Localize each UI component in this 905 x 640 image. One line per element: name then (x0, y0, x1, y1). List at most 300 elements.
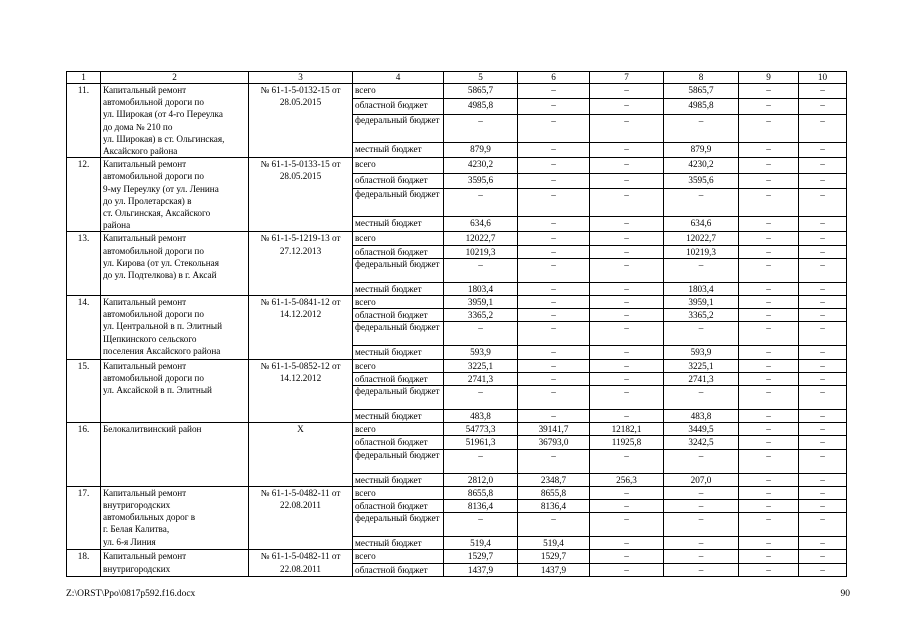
amount-cell: – (590, 158, 664, 173)
table-row (67, 158, 847, 173)
object-name-line: Капитальный ремонт (103, 297, 187, 308)
row-number: 14. (67, 296, 101, 360)
funding-source: всего (353, 158, 444, 173)
amount-cell: – (590, 173, 664, 188)
amount-cell: 483,8 (444, 410, 518, 423)
object-name-line: автомобильных дорог в (103, 512, 196, 523)
funding-source: федеральный бюджет (353, 386, 444, 410)
amount-cell: – (799, 309, 847, 322)
amount-cell: – (799, 410, 847, 423)
amount-cell: – (739, 386, 799, 410)
amount-cell: – (799, 473, 847, 486)
object-name-line: ул. Широкая (от 4-го Переулка (103, 109, 223, 120)
amount-cell: 593,9 (444, 346, 518, 359)
amount-cell: – (590, 563, 664, 576)
object-name-line: ул. 6-я Линия (103, 536, 156, 547)
amount-cell: – (518, 513, 590, 537)
amount-cell: 2812,0 (444, 473, 518, 486)
amount-cell: 3365,2 (444, 309, 518, 322)
amount-cell: 51961,3 (444, 436, 518, 449)
object-name-line: автомобильной дороги по (103, 97, 204, 108)
amount-cell: 12022,7 (664, 232, 739, 245)
amount-cell: – (590, 142, 664, 157)
amount-cell: 39141,7 (518, 423, 590, 436)
amount-cell: – (799, 282, 847, 295)
object-name-line: 9-му Переулку (от ул. Ленина (103, 183, 219, 194)
object-name-line: поселения Аксайского района (103, 345, 221, 356)
funding-source: федеральный бюджет (353, 258, 444, 282)
funding-source: областной бюджет (353, 500, 444, 513)
amount-cell: 1437,9 (518, 563, 590, 576)
row-number: 18. (67, 550, 101, 576)
amount-cell: – (444, 513, 518, 537)
expertise-conclusion-line: 22.08.2011 (279, 500, 321, 511)
amount-cell: 11925,8 (590, 436, 664, 449)
funding-source: местный бюджет (353, 217, 444, 232)
amount-cell: – (799, 232, 847, 245)
amount-cell: 2348,7 (518, 473, 590, 486)
amount-cell: 634,6 (664, 217, 739, 232)
amount-cell: – (518, 372, 590, 385)
amount-cell: – (799, 99, 847, 114)
amount-cell: – (739, 296, 799, 309)
amount-cell: – (799, 563, 847, 576)
column-header: 10 (799, 72, 847, 84)
object-name-line: ул. Аксайской в п. Элитный (103, 385, 212, 396)
amount-cell: – (799, 386, 847, 410)
funding-source: всего (353, 486, 444, 499)
amount-cell: – (518, 386, 590, 410)
expertise-conclusion (249, 232, 353, 296)
funding-source: местный бюджет (353, 473, 444, 486)
amount-cell: – (799, 449, 847, 473)
amount-cell: – (518, 142, 590, 157)
column-header: 2 (101, 72, 249, 84)
amount-cell: – (518, 449, 590, 473)
expertise-conclusion-line: 28.05.2015 (279, 171, 322, 182)
amount-cell: – (444, 449, 518, 473)
object-name-line: автомобильной дороги по (103, 309, 204, 320)
amount-cell: – (518, 189, 590, 217)
expertise-conclusion (249, 84, 353, 158)
amount-cell: – (444, 114, 518, 142)
amount-cell: 483,8 (664, 410, 739, 423)
expertise-conclusion-line: 27.12.2013 (279, 245, 322, 256)
amount-cell: 1803,4 (664, 282, 739, 295)
row-number: 12. (67, 158, 101, 232)
expertise-conclusion (249, 550, 353, 576)
amount-cell: – (590, 550, 664, 563)
amount-cell: 3595,6 (664, 173, 739, 188)
table-row (67, 423, 847, 436)
amount-cell: – (518, 359, 590, 372)
amount-cell: – (739, 410, 799, 423)
amount-cell: – (518, 245, 590, 258)
funding-source: местный бюджет (353, 410, 444, 423)
amount-cell: – (664, 537, 739, 550)
amount-cell: – (739, 473, 799, 486)
object-name (101, 84, 249, 158)
amount-cell: 879,9 (444, 142, 518, 157)
amount-cell: – (739, 449, 799, 473)
amount-cell: – (590, 296, 664, 309)
amount-cell: – (739, 423, 799, 436)
budget-table (66, 71, 847, 577)
object-name-line: до ул. Пролетарская) в (103, 195, 192, 206)
amount-cell: – (739, 258, 799, 282)
object-name-line: Капитальный ремонт (103, 551, 187, 562)
object-name-line: до дома № 210 по (103, 121, 173, 132)
file-path: Z:\ORST\Ppo\0817p592.f16.docx (66, 589, 196, 599)
amount-cell: – (739, 436, 799, 449)
funding-source: всего (353, 550, 444, 563)
amount-cell: – (739, 282, 799, 295)
amount-cell: – (590, 217, 664, 232)
amount-cell: 879,9 (664, 142, 739, 157)
funding-source: федеральный бюджет (353, 513, 444, 537)
amount-cell: – (590, 84, 664, 99)
amount-cell: 3225,1 (664, 359, 739, 372)
amount-cell: 519,4 (444, 537, 518, 550)
funding-source: федеральный бюджет (353, 449, 444, 473)
object-name-line: ул. Кирова (от ул. Стекольная (103, 257, 219, 268)
funding-source: всего (353, 296, 444, 309)
amount-cell: – (664, 550, 739, 563)
amount-cell: – (590, 410, 664, 423)
amount-cell: – (518, 232, 590, 245)
amount-cell: – (799, 258, 847, 282)
amount-cell: – (799, 423, 847, 436)
expertise-conclusion-line: № 61-1-5-0482-11 от (260, 551, 341, 562)
object-name-line: ул. Широкая) в ст. Ольгинская, (103, 133, 225, 144)
amount-cell: – (739, 346, 799, 359)
funding-source: всего (353, 423, 444, 436)
row-number: 13. (67, 232, 101, 296)
object-name (101, 486, 249, 550)
funding-source: местный бюджет (353, 537, 444, 550)
amount-cell: 1529,7 (444, 550, 518, 563)
amount-cell: – (799, 372, 847, 385)
expertise-conclusion-line: № 61-1-5-0133-15 от (260, 159, 341, 170)
amount-cell: – (799, 114, 847, 142)
funding-source: всего (353, 359, 444, 372)
amount-cell: – (664, 500, 739, 513)
amount-cell: 1529,7 (518, 550, 590, 563)
column-header: 4 (353, 72, 444, 84)
column-header: 3 (249, 72, 353, 84)
row-number: 16. (67, 423, 101, 487)
amount-cell: – (444, 189, 518, 217)
amount-cell: – (799, 217, 847, 232)
funding-source: местный бюджет (353, 282, 444, 295)
amount-cell: – (590, 359, 664, 372)
amount-cell: – (590, 114, 664, 142)
amount-cell: 5865,7 (664, 84, 739, 99)
object-name-line: автомобильной дороги по (103, 372, 204, 383)
column-number-row (67, 72, 847, 84)
amount-cell: 3959,1 (664, 296, 739, 309)
amount-cell: – (590, 322, 664, 346)
amount-cell: – (518, 309, 590, 322)
amount-cell: – (739, 322, 799, 346)
amount-cell: – (518, 322, 590, 346)
amount-cell: – (590, 449, 664, 473)
amount-cell: – (518, 282, 590, 295)
amount-cell: – (799, 245, 847, 258)
amount-cell: – (518, 173, 590, 188)
amount-cell: – (799, 513, 847, 537)
amount-cell: – (799, 500, 847, 513)
amount-cell: – (739, 513, 799, 537)
expertise-conclusion (249, 158, 353, 232)
funding-source: областной бюджет (353, 563, 444, 576)
column-header: 7 (590, 72, 664, 84)
amount-cell: – (590, 189, 664, 217)
funding-source: областной бюджет (353, 173, 444, 188)
amount-cell: – (664, 322, 739, 346)
object-name-line: г. Белая Калитва, (103, 524, 170, 535)
expertise-conclusion-line: 14.12.2012 (279, 309, 322, 320)
funding-source: федеральный бюджет (353, 114, 444, 142)
amount-cell: – (799, 189, 847, 217)
object-name (101, 158, 249, 232)
expertise-conclusion-line: № 61-1-5-0852-12 от (260, 360, 341, 371)
amount-cell: – (739, 309, 799, 322)
object-name-line: ст. Ольгинская, Аксайского (103, 208, 211, 219)
funding-source: местный бюджет (353, 346, 444, 359)
expertise-conclusion-line: № 61-1-5-1219-13 от (260, 233, 341, 244)
amount-cell: – (518, 84, 590, 99)
amount-cell: 593,9 (664, 346, 739, 359)
amount-cell: – (799, 550, 847, 563)
object-name-line: ул. Центральной в п. Элитный (103, 321, 222, 332)
expertise-conclusion-line: 14.12.2012 (279, 372, 322, 383)
funding-source: областной бюджет (353, 372, 444, 385)
object-name (101, 232, 249, 296)
object-name-line: автомобильной дороги по (103, 171, 204, 182)
object-name-line: района (103, 220, 131, 231)
amount-cell: 2741,3 (664, 372, 739, 385)
amount-cell: – (518, 114, 590, 142)
column-header: 5 (444, 72, 518, 84)
object-name-line: внутригородских (103, 563, 171, 574)
amount-cell: – (799, 84, 847, 99)
amount-cell: – (590, 537, 664, 550)
amount-cell: – (444, 386, 518, 410)
amount-cell: – (739, 245, 799, 258)
amount-cell: 4230,2 (444, 158, 518, 173)
amount-cell: – (739, 142, 799, 157)
object-name (101, 359, 249, 423)
column-header: 8 (664, 72, 739, 84)
amount-cell: 3242,5 (664, 436, 739, 449)
amount-cell: 2741,3 (444, 372, 518, 385)
amount-cell: – (590, 486, 664, 499)
amount-cell: – (739, 563, 799, 576)
amount-cell: 4230,2 (664, 158, 739, 173)
amount-cell: – (739, 189, 799, 217)
table-row (67, 486, 847, 499)
object-name-line: до ул. Подтелкова) в г. Аксай (103, 270, 217, 281)
amount-cell: – (590, 372, 664, 385)
amount-cell: – (799, 537, 847, 550)
expertise-conclusion-line: 22.08.2011 (279, 563, 321, 574)
amount-cell: – (518, 296, 590, 309)
object-name-line: Капитальный ремонт (103, 159, 187, 170)
amount-cell: – (664, 513, 739, 537)
amount-cell: – (739, 359, 799, 372)
funding-source: областной бюджет (353, 309, 444, 322)
table-row (67, 550, 847, 563)
amount-cell: – (799, 158, 847, 173)
amount-cell: 54773,3 (444, 423, 518, 436)
amount-cell: – (664, 449, 739, 473)
amount-cell: – (590, 346, 664, 359)
expertise-conclusion-line: № 61-1-5-0132-15 от (260, 85, 341, 95)
row-number: 17. (67, 486, 101, 550)
amount-cell: 10219,3 (444, 245, 518, 258)
amount-cell: – (739, 486, 799, 499)
object-name-line: внутригородских (103, 500, 171, 511)
amount-cell: – (739, 84, 799, 99)
budget-table-sheet (66, 71, 846, 577)
amount-cell: 3365,2 (664, 309, 739, 322)
amount-cell: – (444, 258, 518, 282)
funding-source: областной бюджет (353, 436, 444, 449)
amount-cell: – (739, 173, 799, 188)
expertise-conclusion-line: № 61-1-5-0482-11 от (260, 487, 341, 498)
funding-source: федеральный бюджет (353, 189, 444, 217)
object-name (101, 423, 249, 487)
object-name-line: Капитальный ремонт (103, 360, 187, 371)
amount-cell: – (739, 372, 799, 385)
amount-cell: – (739, 537, 799, 550)
amount-cell: – (664, 189, 739, 217)
amount-cell: – (518, 410, 590, 423)
amount-cell: – (739, 114, 799, 142)
amount-cell: – (664, 563, 739, 576)
expertise-conclusion (249, 423, 353, 487)
amount-cell: 10219,3 (664, 245, 739, 258)
amount-cell: – (799, 173, 847, 188)
funding-source: областной бюджет (353, 99, 444, 114)
amount-cell: 256,3 (590, 473, 664, 486)
amount-cell: – (799, 296, 847, 309)
amount-cell: 8655,8 (444, 486, 518, 499)
column-header: 6 (518, 72, 590, 84)
amount-cell: – (518, 258, 590, 282)
row-number: 11. (67, 84, 101, 158)
amount-cell: 207,0 (664, 473, 739, 486)
amount-cell: – (739, 99, 799, 114)
amount-cell: 3959,1 (444, 296, 518, 309)
object-name-line: Белокалитвинский район (103, 424, 202, 435)
amount-cell: – (739, 232, 799, 245)
row-number: 15. (67, 359, 101, 423)
amount-cell: 12182,1 (590, 423, 664, 436)
amount-cell: – (799, 322, 847, 346)
amount-cell: 8136,4 (518, 500, 590, 513)
amount-cell: – (590, 309, 664, 322)
object-name-line: Щепкинского сельского (103, 333, 197, 344)
amount-cell: – (590, 245, 664, 258)
amount-cell: – (590, 513, 664, 537)
amount-cell: 1803,4 (444, 282, 518, 295)
expertise-conclusion-line: Х (297, 424, 304, 435)
funding-source: всего (353, 232, 444, 245)
amount-cell: – (590, 386, 664, 410)
funding-source: федеральный бюджет (353, 322, 444, 346)
amount-cell: – (518, 346, 590, 359)
funding-source: областной бюджет (353, 245, 444, 258)
amount-cell: – (799, 436, 847, 449)
amount-cell: – (739, 500, 799, 513)
amount-cell: 4985,8 (664, 99, 739, 114)
page-number: 90 (840, 589, 850, 599)
funding-source: всего (353, 84, 444, 99)
amount-cell: – (590, 232, 664, 245)
amount-cell: 8136,4 (444, 500, 518, 513)
amount-cell: 3449,5 (664, 423, 739, 436)
expertise-conclusion (249, 359, 353, 423)
amount-cell: 3225,1 (444, 359, 518, 372)
amount-cell: – (664, 114, 739, 142)
amount-cell: 36793,0 (518, 436, 590, 449)
amount-cell: 12022,7 (444, 232, 518, 245)
table-row (67, 359, 847, 372)
expertise-conclusion (249, 486, 353, 550)
object-name (101, 550, 249, 576)
amount-cell: 8655,8 (518, 486, 590, 499)
object-name-line: Капитальный ремонт (103, 85, 187, 95)
object-name-line: Капитальный ремонт (103, 487, 187, 498)
amount-cell: – (590, 99, 664, 114)
amount-cell: 519,4 (518, 537, 590, 550)
amount-cell: 1437,9 (444, 563, 518, 576)
amount-cell: – (590, 282, 664, 295)
amount-cell: – (518, 158, 590, 173)
amount-cell: 3595,6 (444, 173, 518, 188)
amount-cell: – (799, 142, 847, 157)
table-row (67, 84, 847, 99)
expertise-conclusion (249, 296, 353, 360)
object-name-line: автомобильной дороги по (103, 245, 204, 256)
amount-cell: – (590, 258, 664, 282)
amount-cell: – (444, 322, 518, 346)
funding-source: местный бюджет (353, 142, 444, 157)
object-name-line: Аксайского района (103, 146, 178, 157)
expertise-conclusion-line: 28.05.2015 (279, 97, 322, 108)
amount-cell: – (799, 346, 847, 359)
expertise-conclusion-line: № 61-1-5-0841-12 от (260, 297, 341, 308)
amount-cell: – (664, 486, 739, 499)
amount-cell: – (739, 158, 799, 173)
amount-cell: 634,6 (444, 217, 518, 232)
table-row (67, 296, 847, 309)
amount-cell: 5865,7 (444, 84, 518, 99)
amount-cell: – (799, 359, 847, 372)
amount-cell: – (739, 217, 799, 232)
column-header: 9 (739, 72, 799, 84)
table-row (67, 232, 847, 245)
table-body (67, 72, 847, 577)
column-header: 1 (67, 72, 101, 84)
amount-cell: – (518, 217, 590, 232)
amount-cell: – (664, 258, 739, 282)
amount-cell: – (664, 386, 739, 410)
amount-cell: – (518, 99, 590, 114)
amount-cell: – (590, 500, 664, 513)
